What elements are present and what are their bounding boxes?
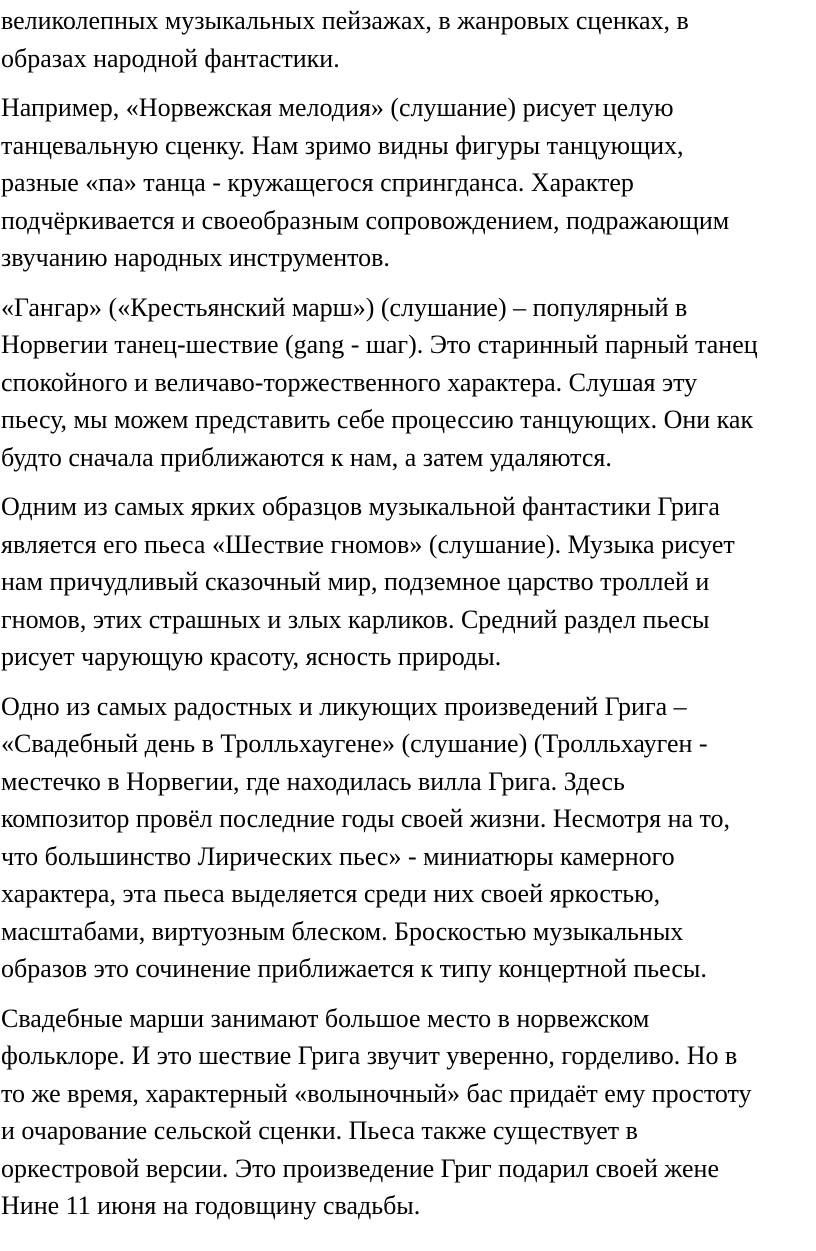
paragraph-intro (1, 2, 816, 77)
text-line: спокойного и величаво-торжественного характера. Слушая эту (1, 367, 698, 397)
text-line: пьесу, мы можем представить себе процессию танцующих. Они как (1, 405, 754, 434)
text-line: Нине 11 июня на годовщину свадьбы. (1, 1191, 421, 1220)
text-line: подчёркивается и своеобразным сопровождением, подражающим (1, 205, 730, 235)
text-line: композитор провёл последние годы своей жизни. Несмотря на то, (1, 804, 731, 833)
text-line: нам причудливый сказочный мир, подземное царство троллей и (1, 567, 710, 596)
text-line: масштабами, виртуозным блеском. Броскостью музыкальных (1, 916, 684, 946)
paragraph-norwegian-melody (1, 89, 816, 277)
text-line: «Свадебный день в Тролльхаугене» (слушание) (Тролльхауген - (1, 729, 708, 758)
text-line: «Гангар» («Крестьянский марш») (слушание) – популярный в (1, 292, 688, 322)
text-line: то же время, характерный «волыночный» бас придаёт ему простоту (1, 1078, 752, 1108)
text-line: образов это сочинение приближается к типу концертной пьесы. (1, 954, 707, 983)
text-line: характера, эта пьеса выделяется среди них своей яркостью, (1, 879, 661, 908)
text-line: Например, «Норвежская мелодия» (слушание) рисует целую (1, 93, 674, 122)
paragraph-march-of-dwarfs (1, 488, 816, 676)
paragraph-wedding-day (1, 688, 816, 988)
text-line: разные «па» танца - кружащегося спрингданса. Характер (1, 168, 634, 197)
text-line: фольклоре. И это шествие Грига звучит уверенно, горделиво. Но в (1, 1041, 738, 1070)
text-line: великолепных музыкальных пейзажах, в жанровых сценках, в (1, 6, 689, 35)
text-line: рисует чарующую красоту, ясность природы. (1, 642, 502, 671)
text-line: образах народной фантастики. (1, 43, 340, 73)
text-line: и очарование сельской сценки. Пьеса также существует в (1, 1116, 638, 1145)
text-line: звучанию народных инструментов. (1, 243, 390, 272)
text-line: Одним из самых ярких образцов музыкальной фантастики Грига (1, 492, 720, 521)
text-line: гномов, этих страшных и злых карликов. Средний раздел пьесы (1, 604, 710, 634)
text-line: будто сначала приближаются к нам, а затем удаляются. (1, 442, 612, 472)
text-line: оркестровой версии. Это произведение Григ подарил своей жене (1, 1153, 719, 1183)
text-line: является его пьеса «Шествие гномов» (слушание). Музыка рисует (1, 529, 735, 559)
text-line: Норвегии танец-шествие (gang - шаг). Это старинный парный танец (1, 330, 758, 359)
paragraph-gangar (1, 289, 816, 477)
text-line: что большинство Лирических пьес» - миниатюры камерного (1, 841, 675, 871)
paragraph-wedding-marches (1, 1000, 816, 1225)
text-line: Свадебные марши занимают большое место в норвежском (1, 1003, 650, 1033)
text-line: Одно из самых радостных и ликующих произведений Грига – (1, 691, 687, 721)
text-line: местечко в Норвегии, где находилась вилла Грига. Здесь (1, 766, 625, 796)
text-line: танцевальную сценку. Нам зримо видны фигуры танцующих, (1, 130, 684, 160)
